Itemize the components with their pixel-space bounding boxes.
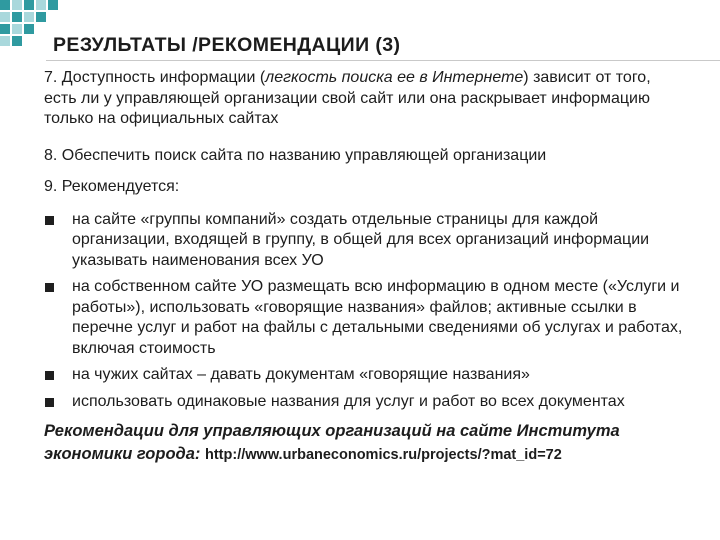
list-item-text: на чужих сайтах – давать документам «говорящие названия»: [72, 366, 530, 383]
list-item-text: на сайте «группы компаний» создать отдельные страницы для каждой организации, входящей в группу, в общей для всех организаций информации указывать наименования всех УО: [72, 210, 650, 269]
recommendation-list: [44, 210, 684, 413]
square-bullet-icon: [45, 216, 54, 225]
paragraph-9: 9. Рекомендуется:: [44, 178, 180, 195]
footer-note: [44, 420, 684, 467]
paragraph-8: 8. Обеспечить поиск сайта по названию управляющей организации: [44, 146, 547, 164]
square-bullet-icon: [45, 398, 54, 407]
footer-link[interactable]: http://www.urbaneconomics.ru/projects/?mat_id=72: [205, 447, 562, 463]
list-item: [44, 210, 684, 272]
square-bullet-icon: [45, 371, 54, 380]
title-divider: [46, 60, 720, 61]
list-item-text: использовать одинаковые названия для услуг и работ во всех документах: [72, 392, 625, 410]
square-bullet-icon: [45, 283, 54, 292]
corner-decoration: [0, 0, 60, 44]
paragraph-7-italic: легкость поиска ее в Интернете: [265, 69, 524, 86]
paragraph-7-suffix: ) зависит от того, есть ли у управляющей организации свой сайт или она раскрывает информацию только на официальных сайтах: [44, 69, 651, 127]
footer-text: Рекомендации для управляющих организаций на сайте Института экономики города:: [44, 422, 620, 463]
list-item: [44, 277, 684, 359]
slide-content: [44, 66, 684, 467]
paragraph-7: [44, 68, 684, 130]
slide-title: РЕЗУЛЬТАТЫ /РЕКОМЕНДАЦИИ (3): [53, 34, 401, 56]
list-item: [44, 392, 684, 413]
list-item: [44, 365, 684, 386]
list-item-text: на собственном сайте УО размещать всю информацию в одном месте («Услуги и работы»), использовать «говорящие названия» файлов; активные ссылки в перечне услуг и работ на файлы с детальными сведениями об услугах и работах, включая стоимость: [72, 278, 683, 357]
paragraph-7-prefix: 7. Доступность информации (: [44, 69, 266, 86]
